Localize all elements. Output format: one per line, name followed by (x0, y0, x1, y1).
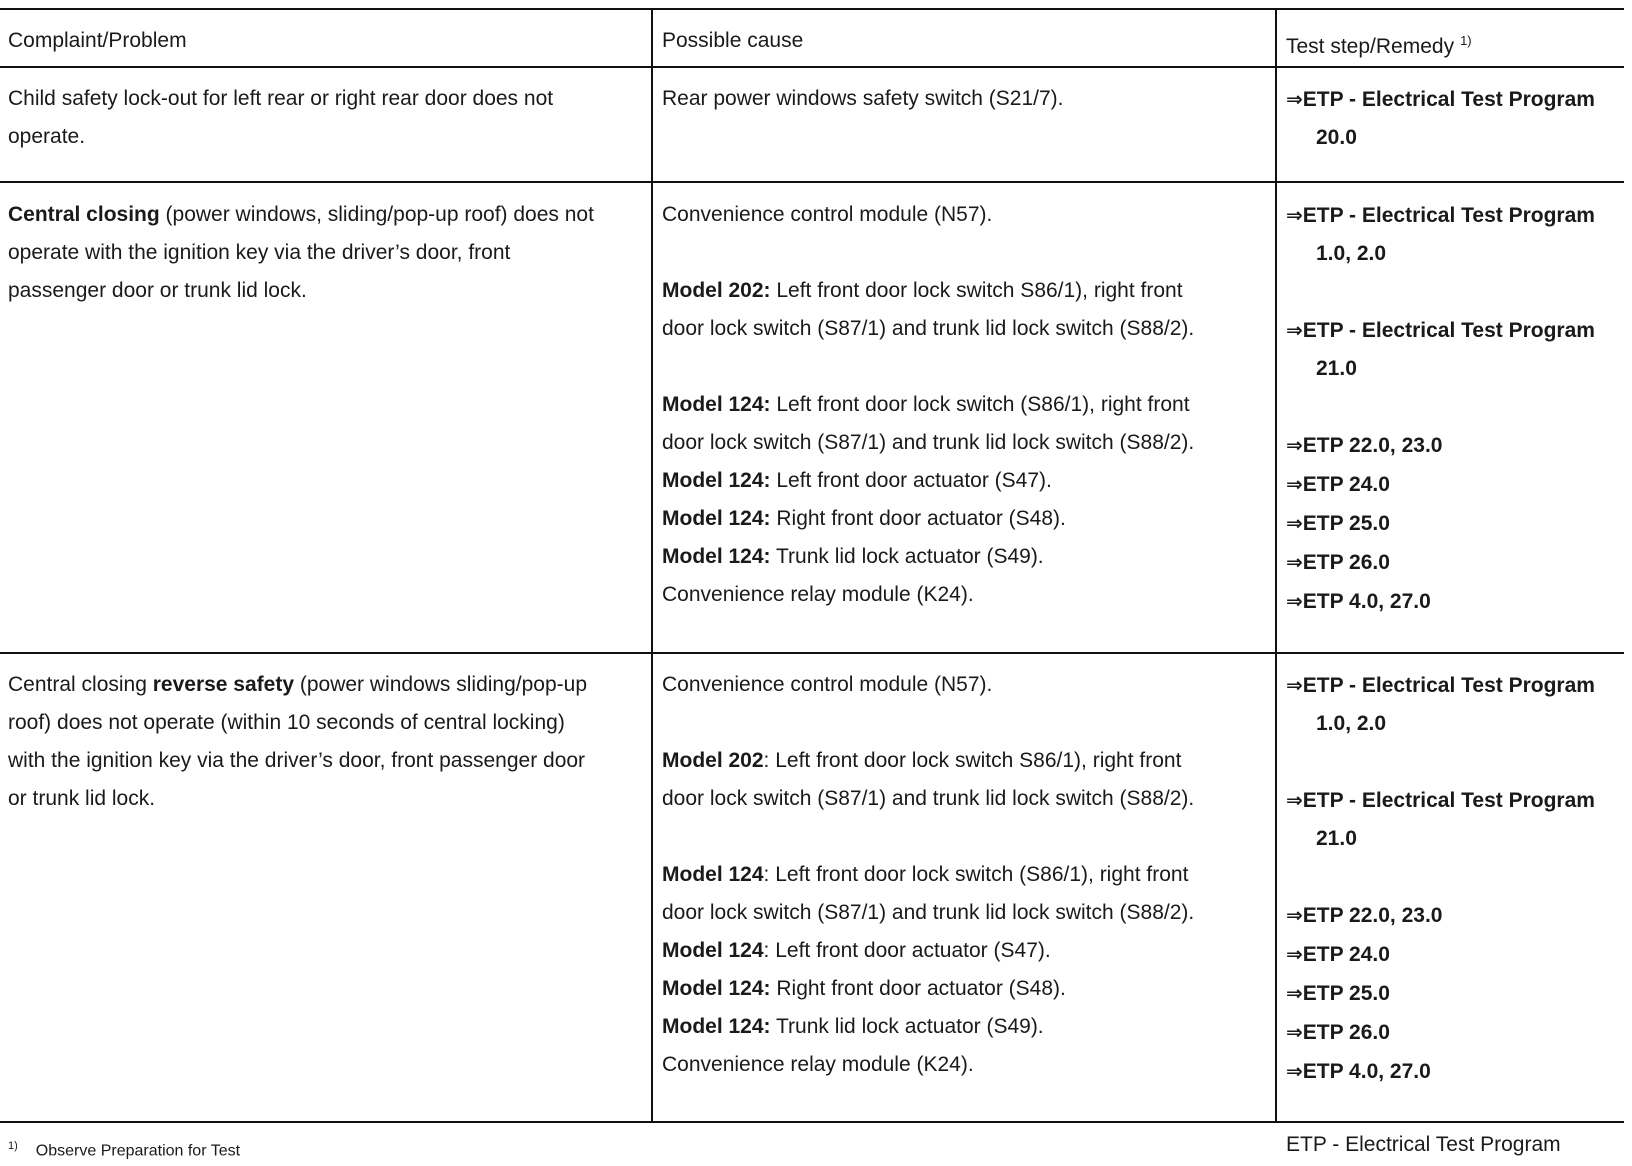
row2-bottom-rule (0, 652, 1624, 654)
header-possible-cause: Possible cause (662, 29, 804, 52)
arrow-icon: ⇒ (1286, 1020, 1303, 1044)
arrow-icon: ⇒ (1286, 1059, 1303, 1083)
row1-complaint: Child safety lock-out for left rear or right rear door does not operate. (8, 87, 554, 148)
row2-remedies: ⇒ETP - Electrical Test Program 1.0, 2.0 ⇒ETP - Electrical Test Program 21.0 ⇒ETP 22.0, 23.0 ⇒ETP 24.0 ⇒ETP 25.0 ⇒ETP 26.0 ⇒ETP 4.0, 27.0 (1286, 203, 1595, 613)
arrow-icon: ⇒ (1286, 673, 1303, 697)
row1-cause: Rear power windows safety switch (S21/7). (662, 87, 1064, 110)
footnote: $^{1)}$ Observe Preparation for Test (8, 1140, 241, 1160)
row3-complaint: Central closing reverse safety (power windows sliding/pop-up roof) does not operate (within 10 seconds of central locking) with the ignition key via the driver’s door, front passenger door or trunk lid lock. (8, 673, 588, 810)
table-top-rule (0, 8, 1624, 10)
arrow-icon: ⇒ (1286, 318, 1303, 342)
header-test-step: Test step/Remedy $^{1)}$ (1286, 33, 1472, 58)
arrow-icon: ⇒ (1286, 903, 1303, 927)
arrow-icon: ⇒ (1286, 981, 1303, 1005)
arrow-icon: ⇒ (1286, 550, 1303, 574)
arrow-icon: ⇒ (1286, 589, 1303, 613)
arrow-icon: ⇒ (1286, 511, 1303, 535)
row1-remedy: ⇒ETP - Electrical Test Program 20.0 (1286, 87, 1595, 149)
row3-remedies: ⇒ETP - Electrical Test Program 1.0, 2.0 ⇒ETP - Electrical Test Program 21.0 ⇒ETP 22.0, 23.0 ⇒ETP 24.0 ⇒ETP 25.0 ⇒ETP 26.0 ⇒ETP 4.0, 27.0 (1286, 673, 1595, 1083)
row3-bottom-rule (0, 1121, 1624, 1123)
arrow-icon: ⇒ (1286, 942, 1303, 966)
header-bottom-rule (0, 66, 1624, 68)
arrow-icon: ⇒ (1286, 433, 1303, 457)
arrow-icon: ⇒ (1286, 472, 1303, 496)
row2-causes: Convenience control module (N57). Model 202: Left front door lock switch S86/1), right front door lock switch (S87/1) and trunk lid lock switch (S88/2). Model 124: Left front door lock switch (S86/1), right front door lock switch (S87/1) and trunk lid lock switch (S88/2). Model 124: Left front door actuator (S47). Model 124: Right front door actuator (S48). Model 124: Trunk lid lock actuator (S49). Convenience relay module (K24). (662, 203, 1195, 606)
column-divider-1 (651, 8, 653, 1122)
arrow-icon: ⇒ (1286, 203, 1303, 227)
arrow-icon: ⇒ (1286, 87, 1303, 111)
row3-causes: Convenience control module (N57). Model 202: Left front door lock switch S86/1), right front door lock switch (S87/1) and trunk lid lock switch (S88/2). Model 124: Left front door lock switch (S86/1), right front door lock switch (S87/1) and trunk lid lock switch (S88/2). Model 124: Left front door actuator (S47). Model 124: Right front door actuator (S48). Model 124: Trunk lid lock actuator (S49). Convenience relay module (K24). (662, 673, 1195, 1076)
footnote-ref: 1) (1460, 33, 1472, 48)
arrow-icon: ⇒ (1286, 788, 1303, 812)
row2-complaint: Central closing (power windows, sliding/pop-up roof) does not operate with the ignition key via the driver’s door, front passenger door or trunk lid lock. (8, 203, 594, 302)
header-complaint: Complaint/Problem (8, 29, 187, 52)
etp-legend: ETP - Electrical Test Program (1286, 1133, 1561, 1156)
column-divider-2 (1275, 8, 1277, 1122)
row1-bottom-rule (0, 181, 1624, 183)
